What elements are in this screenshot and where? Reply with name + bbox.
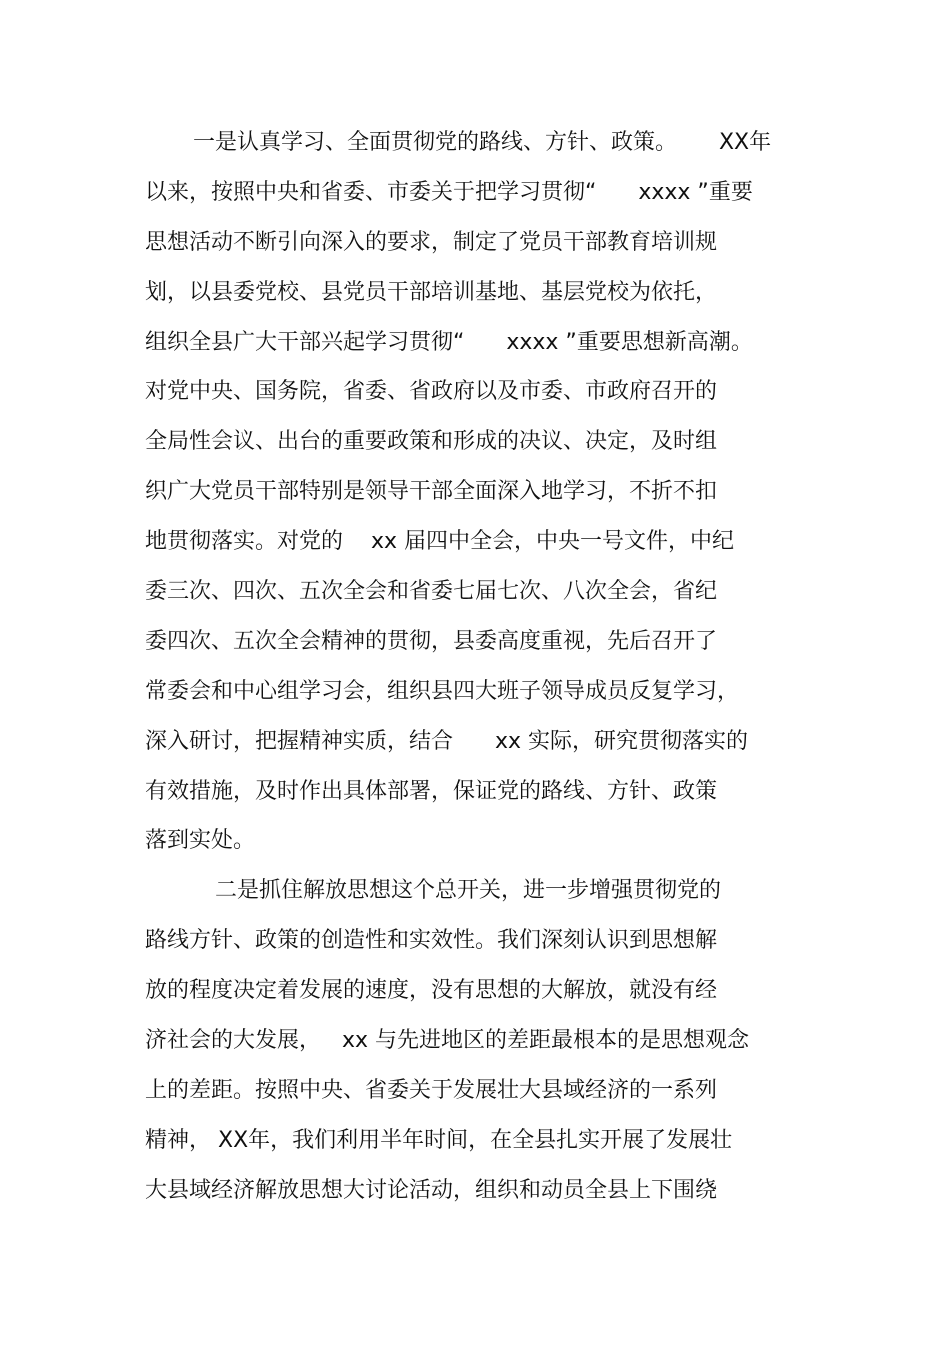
- paragraph-line: 织广大党员干部特别是领导干部全面深入地学习，不折不扣: [145, 479, 718, 505]
- paragraph-line: 有效措施，及时作出具体部署，保证党的路线、方针、政策: [145, 778, 718, 804]
- paragraph-line: 对党中央、国务院，省委、省政府以及市委、市政府召开的: [145, 379, 718, 405]
- paragraph-line: 落到实处。: [145, 828, 256, 854]
- paragraph-line: 精神， XX年，我们利用半年时间，在全县扎实开展了发展壮: [145, 1127, 733, 1153]
- paragraph-line: 济社会的大发展， xx 与先进地区的差距最根本的是思想观念: [145, 1028, 750, 1054]
- paragraph-line: 地贯彻落实。对党的 xx 届四中全会，中央一号文件，中纪: [145, 529, 735, 555]
- paragraph-line: 常委会和中心组学习会，组织县四大班子领导成员反复学习，: [145, 678, 740, 704]
- paragraph-line: 一是认真学习、全面贯彻党的路线、方针、政策。 XX年: [193, 130, 772, 155]
- paragraph-line: 思想活动不断引向深入的要求，制定了党员干部教育培训规: [145, 229, 718, 255]
- paragraph-line: 路线方针、政策的创造性和实效性。我们深刻认识到思想解: [145, 928, 718, 954]
- paragraph-line: 组织全县广大干部兴起学习贯彻“ xxxx ”重要思想新高潮。: [145, 329, 753, 355]
- paragraph-line: 上的差距。按照中央、省委关于发展壮大县域经济的一系列: [145, 1077, 718, 1103]
- paragraph-line: 委三次、四次、五次全会和省委七届七次、八次全会，省纪: [145, 579, 718, 605]
- paragraph-line: 放的程度决定着发展的速度，没有思想的大解放，就没有经: [145, 978, 718, 1004]
- paragraph-line: 委四次、五次全会精神的贯彻，县委高度重视，先后召开了: [145, 628, 718, 654]
- paragraph-line: 大县域经济解放思想大讨论活动，组织和动员全县上下围绕: [145, 1177, 718, 1203]
- paragraph-1: [145, 118, 825, 866]
- paragraph-line: 以来，按照中央和省委、市委关于把学习贯彻“ xxxx ”重要: [145, 179, 753, 205]
- paragraph-line: 深入研讨，把握精神实质，结合 xx 实际，研究贯彻落实的: [145, 728, 748, 754]
- paragraph-line: 全局性会议、出台的重要政策和形成的决议、决定，及时组: [145, 429, 718, 455]
- body-text: [145, 118, 825, 1216]
- paragraph-2: [145, 866, 825, 1215]
- paragraph-line: 划，以县委党校、县党员干部培训基地、基层党校为依托，: [145, 279, 718, 305]
- paragraph-line: 二是抓住解放思想这个总开关，进一步增强贯彻党的: [215, 878, 722, 904]
